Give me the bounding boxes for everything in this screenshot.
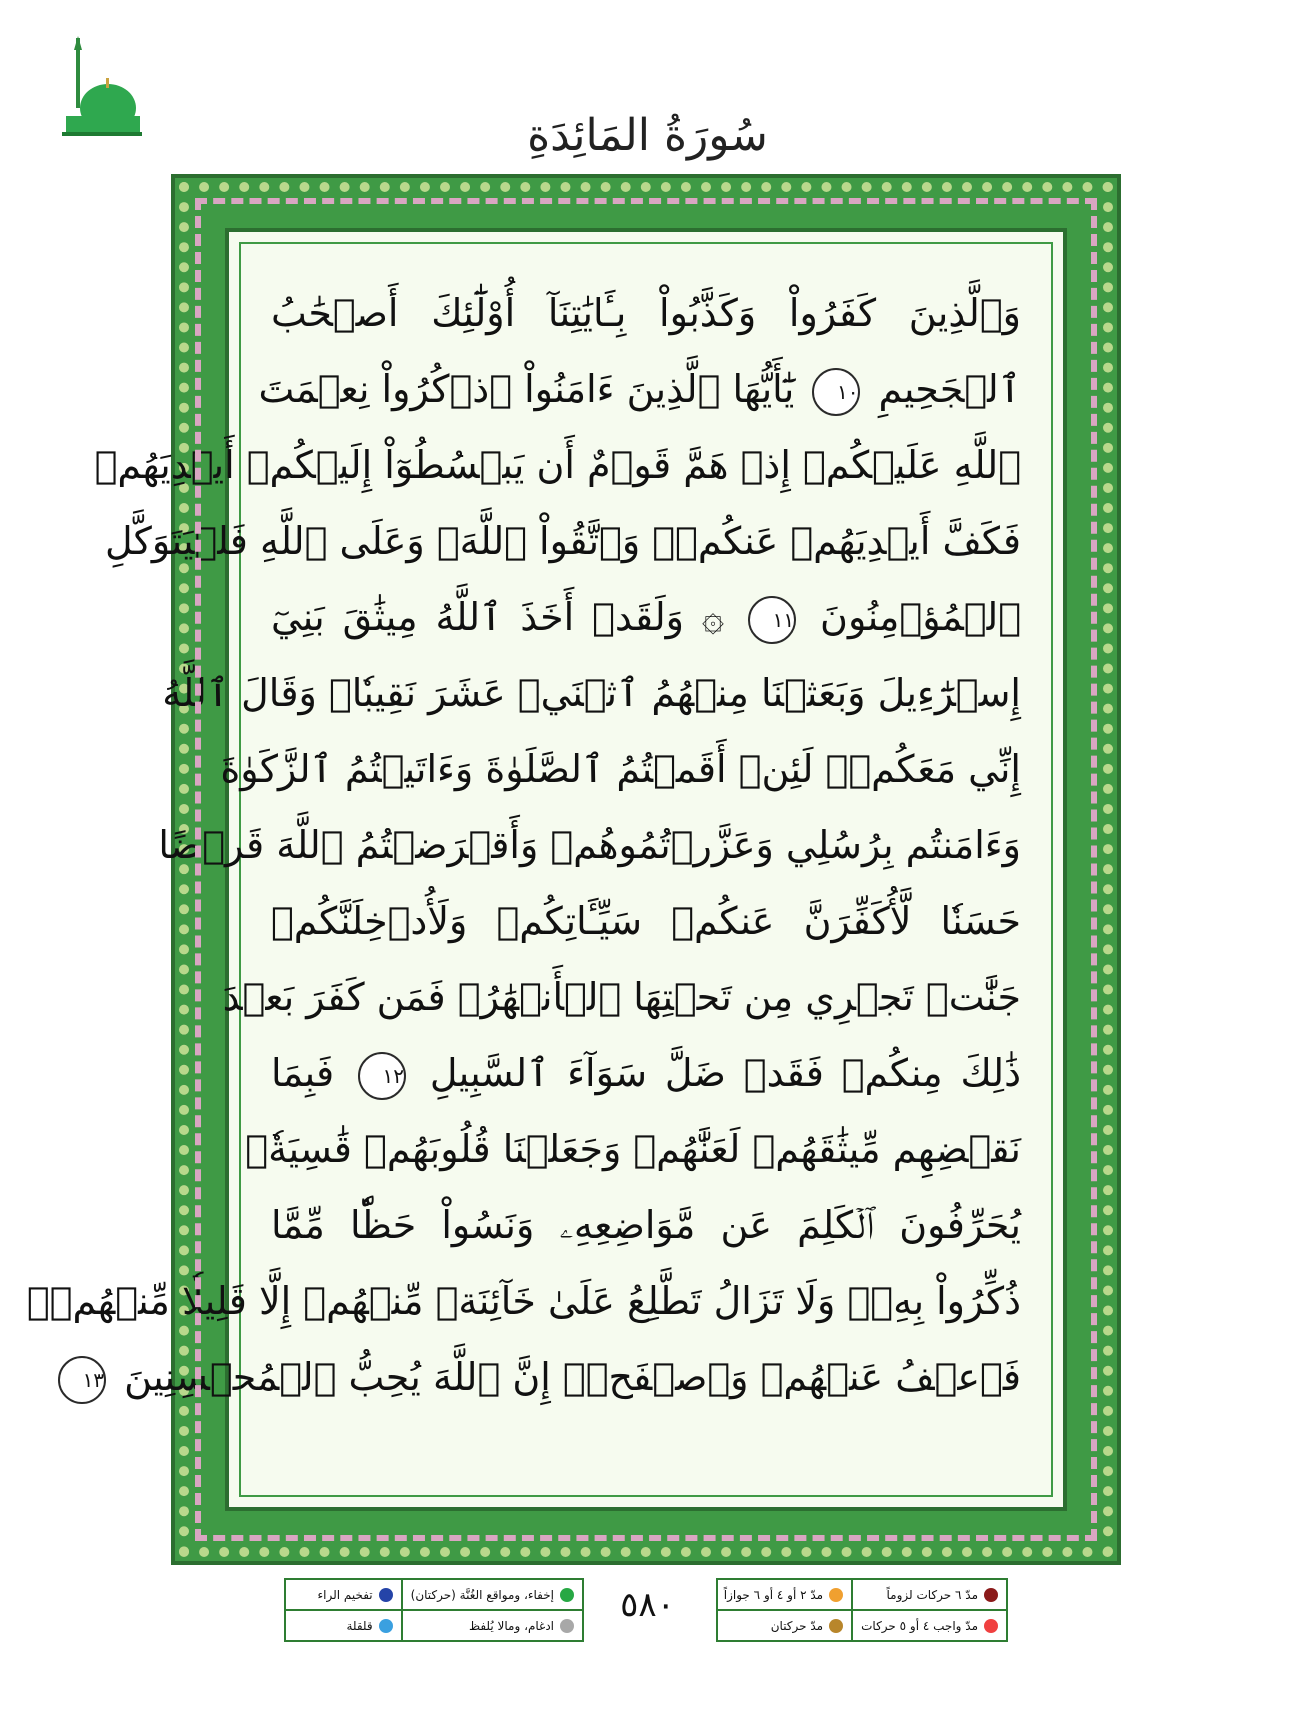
legend-color-dot [379,1588,393,1602]
ayah-number-marker: ١٠ [812,368,860,416]
text-line [271,1038,1021,1108]
legend-label: تفخيم الراء [317,1587,373,1602]
surah-title: سُورَةُ المَائِدَةِ [527,110,768,161]
tajweed-legend-left [284,1578,584,1642]
legend-color-dot [984,1588,998,1602]
ayah-number-marker: ١٢ [358,1052,406,1100]
legend-color-dot [984,1619,998,1633]
text-line: جَنَّٰتٖ تَجۡرِي مِن تَحۡتِهَا ٱلۡأَنۡهَٰرُۚ فَمَن كَفَرَ بَعۡدَ [222,975,1021,1019]
ayah-number-marker: ١٣ [58,1356,106,1404]
legend-item [716,1580,851,1609]
legend-label: مدّ واجب ٤ أو ٥ حركات [861,1618,978,1633]
legend-label: إخفاء، ومواقع الغُنَّة (حركتان) [410,1587,554,1602]
legend-label: قلقلة [346,1618,373,1633]
legend-item [716,1609,851,1640]
text-line [271,582,1021,652]
text-line: ذُكِّرُواْ بِهِۦۚ وَلَا تَزَالُ تَطَّلِعُ عَلَىٰ خَآئِنَةٖ مِّنۡهُمۡ إِلَّا قَلِيلٗا مِّنۡهُمۡۖ [26,1279,1021,1323]
legend-color-dot [560,1619,574,1633]
legend-color-dot [560,1588,574,1602]
legend-item [286,1580,401,1609]
text-segment: ٱلۡجَحِيمِ [878,367,1021,411]
page-number: ٥٨٠ [620,1585,675,1625]
legend-label: مدّ حركتان [770,1618,824,1633]
text-panel [26,242,1053,1497]
legend-color-dot [379,1619,393,1633]
text-line: وَٱلَّذِينَ كَفَرُواْ وَكَذَّبُواْ بِـَٔايَٰتِنَآ أُوْلَٰٓئِكَ أَصۡحَٰبُ [271,291,1021,335]
text-segment: ۞ وَلَقَدۡ أَخَذَ ٱللَّهُ مِيثَٰقَ بَنِيٓ [271,595,725,639]
ayah-number-marker: ١١ [748,596,796,644]
text-line: ٱللَّهِ عَلَيۡكُمۡ إِذۡ هَمَّ قَوۡمٌ أَن يَبۡسُطُوٓاْ إِلَيۡكُمۡ أَيۡدِيَهُمۡ [94,443,1021,487]
text-line: فَكَفَّ أَيۡدِيَهُمۡ عَنكُمۡۖ وَٱتَّقُواْ ٱللَّهَۚ وَعَلَى ٱللَّهِ فَلۡيَتَوَكَّلِ [104,519,1021,563]
page-frame [26,178,1117,1561]
legend-item [401,1609,582,1640]
text-line: وَءَامَنتُم بِرُسُلِي وَعَزَّرۡتُمُوهُمۡ وَأَقۡرَضۡتُمُ ٱللَّهَ قَرۡضًا [158,823,1021,867]
legend-item [286,1609,401,1640]
legend-item [851,1609,1006,1640]
text-segment: فَٱعۡفُ عَنۡهُمۡ وَٱصۡفَحۡۚ إِنَّ ٱللَّهَ يُحِبُّ ٱلۡمُحۡسِنِينَ [124,1355,1021,1399]
text-segment: فَبِمَا [271,1051,335,1095]
legend-label: ادغام، ومالا يُلفظ [468,1618,554,1633]
text-line: إِنِّي مَعَكُمۡۖ لَئِنۡ أَقَمۡتُمُ ٱلصَّلَوٰةَ وَءَاتَيۡتُمُ ٱلزَّكَوٰةَ [220,747,1021,791]
legend-item [401,1580,582,1609]
text-line: إِسۡرَٰٓءِيلَ وَبَعَثۡنَا مِنۡهُمُ ٱثۡنَيۡ عَشَرَ نَقِيبٗاۖ وَقَالَ ٱللَّهُ [162,671,1021,715]
text-line [258,354,1021,424]
text-segment: ذَٰلِكَ مِنكُمۡ فَقَدۡ ضَلَّ سَوَآءَ ٱلسَّبِيلِ [429,1051,1021,1095]
legend-color-dot [829,1619,843,1633]
legend-label: مدّ ٦ حركات لزوماً [886,1587,978,1602]
text-line [82,1342,1021,1412]
legend-item [851,1580,1006,1609]
text-segment: ٱلۡمُؤۡمِنُونَ [820,595,1021,639]
text-segment: يَٰٓأَيُّهَا ٱلَّذِينَ ءَامَنُواْ ٱذۡكُرُواْ نِعۡمَتَ [258,367,795,411]
text-line: يُحَرِّفُونَ ٱلۡكَلِمَ عَن مَّوَاضِعِهِۦ وَنَسُواْ حَظّٗا مِّمَّا [271,1203,1021,1247]
tajweed-legend-right [716,1578,1008,1642]
text-line: نَقۡضِهِم مِّيثَٰقَهُمۡ لَعَنَّٰهُمۡ وَجَعَلۡنَا قُلُوبَهُمۡ قَٰسِيَةٗۖ [245,1127,1021,1171]
legend-label: مدّ ٢ أو ٤ أو ٦ جوازاً [723,1587,824,1602]
legend-color-dot [829,1588,843,1602]
text-line: حَسَنٗا لَّأُكَفِّرَنَّ عَنكُمۡ سَيِّـَٔاتِكُمۡ وَلَأُدۡخِلَنَّكُمۡ [271,899,1021,943]
